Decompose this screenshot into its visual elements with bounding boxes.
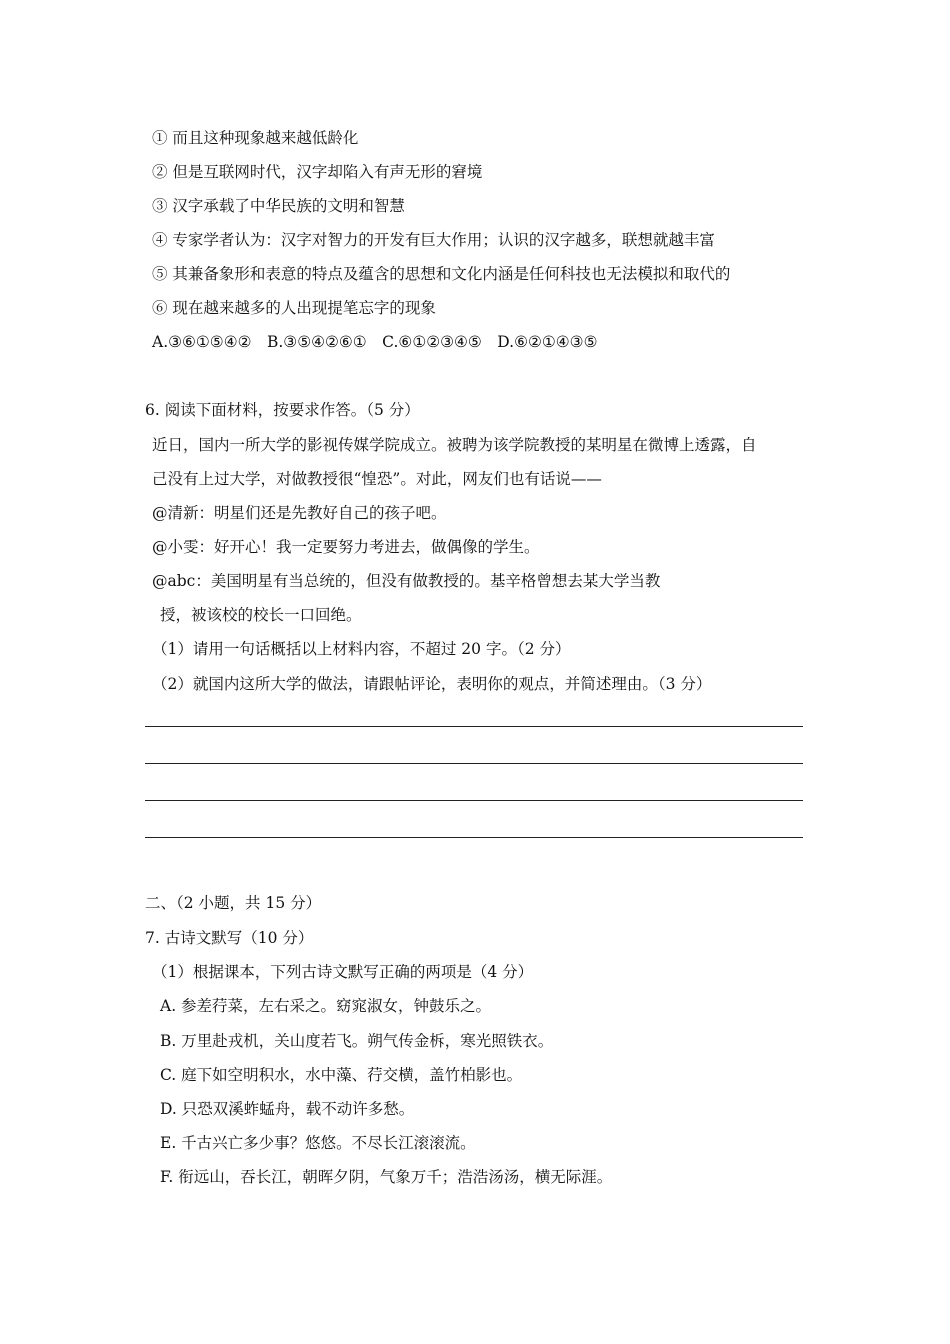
comment-qingxin: @清新：明星们还是先教好自己的孩子吧。 [152,504,447,522]
q7-title: 7. 古诗文默写（10 分） [145,929,314,947]
comment-abc-line-1: @abc：美国明星有当总统的，但没有做教授的。基辛格曾想去某大学当教 [152,572,661,590]
answer-line-3[interactable] [145,800,803,801]
q6-subquestion-2: （2）就国内这所大学的做法，请跟帖评论，表明你的观点，并简述理由。（3 分） [152,675,712,693]
answer-line-1[interactable] [145,726,803,727]
part2-heading: 二、（2 小题，共 15 分） [145,894,322,912]
answer-line-4[interactable] [145,837,803,838]
comment-xiaowen: @小雯：好开心！我一定要努力考进去，做偶像的学生。 [152,538,540,556]
comment-abc-line-2: 授，被该校的校长一口回绝。 [160,606,362,624]
answer-options: A.③⑥①⑤④② B.③⑤④②⑥① C.⑥①②③④⑤ D.⑥②①④③⑤ [152,333,598,351]
choice-b: B. 万里赴戎机，关山度若飞。朔气传金柝，寒光照铁衣。 [160,1032,554,1050]
sentence-3: ③ 汉字承载了中华民族的文明和智慧 [152,197,405,215]
sentence-5: ⑤ 其兼备象形和表意的特点及蕴含的思想和文化内涵是任何科技也无法模拟和取代的 [152,265,731,283]
choice-c: C. 庭下如空明积水，水中藻、荇交横，盖竹柏影也。 [160,1066,523,1084]
choice-e: E. 千古兴亡多少事？悠悠。不尽长江滚滚流。 [160,1134,476,1152]
choice-a: A. 参差荇菜，左右采之。窈窕淑女，钟鼓乐之。 [160,997,492,1015]
q6-title: 6. 阅读下面材料，按要求作答。（5 分） [145,401,420,419]
choice-f: F. 衔远山，吞长江，朝晖夕阴，气象万千；浩浩汤汤，横无际涯。 [160,1168,613,1186]
choice-d: D. 只恐双溪蚱蜢舟，载不动许多愁。 [160,1100,415,1118]
answer-line-2[interactable] [145,763,803,764]
q7-subquestion-1: （1）根据课本，下列古诗文默写正确的两项是（4 分） [152,963,534,981]
q6-subquestion-1: （1）请用一句话概括以上材料内容，不超过 20 字。（2 分） [152,640,571,658]
sentence-1: ① 而且这种现象越来越低龄化 [152,129,359,147]
q6-paragraph-line-1: 近日，国内一所大学的影视传媒学院成立。被聘为该学院教授的某明星在微博上透露，自 [152,436,757,454]
q6-paragraph-line-2: 己没有上过大学，对做教授很“惶恐”。对此，网友们也有话说—— [152,470,602,488]
sentence-2: ② 但是互联网时代，汉字却陷入有声无形的窘境 [152,163,483,181]
sentence-4: ④ 专家学者认为：汉字对智力的开发有巨大作用；认识的汉字越多，联想就越丰富 [152,231,715,249]
sentence-6: ⑥ 现在越来越多的人出现提笔忘字的现象 [152,299,436,317]
